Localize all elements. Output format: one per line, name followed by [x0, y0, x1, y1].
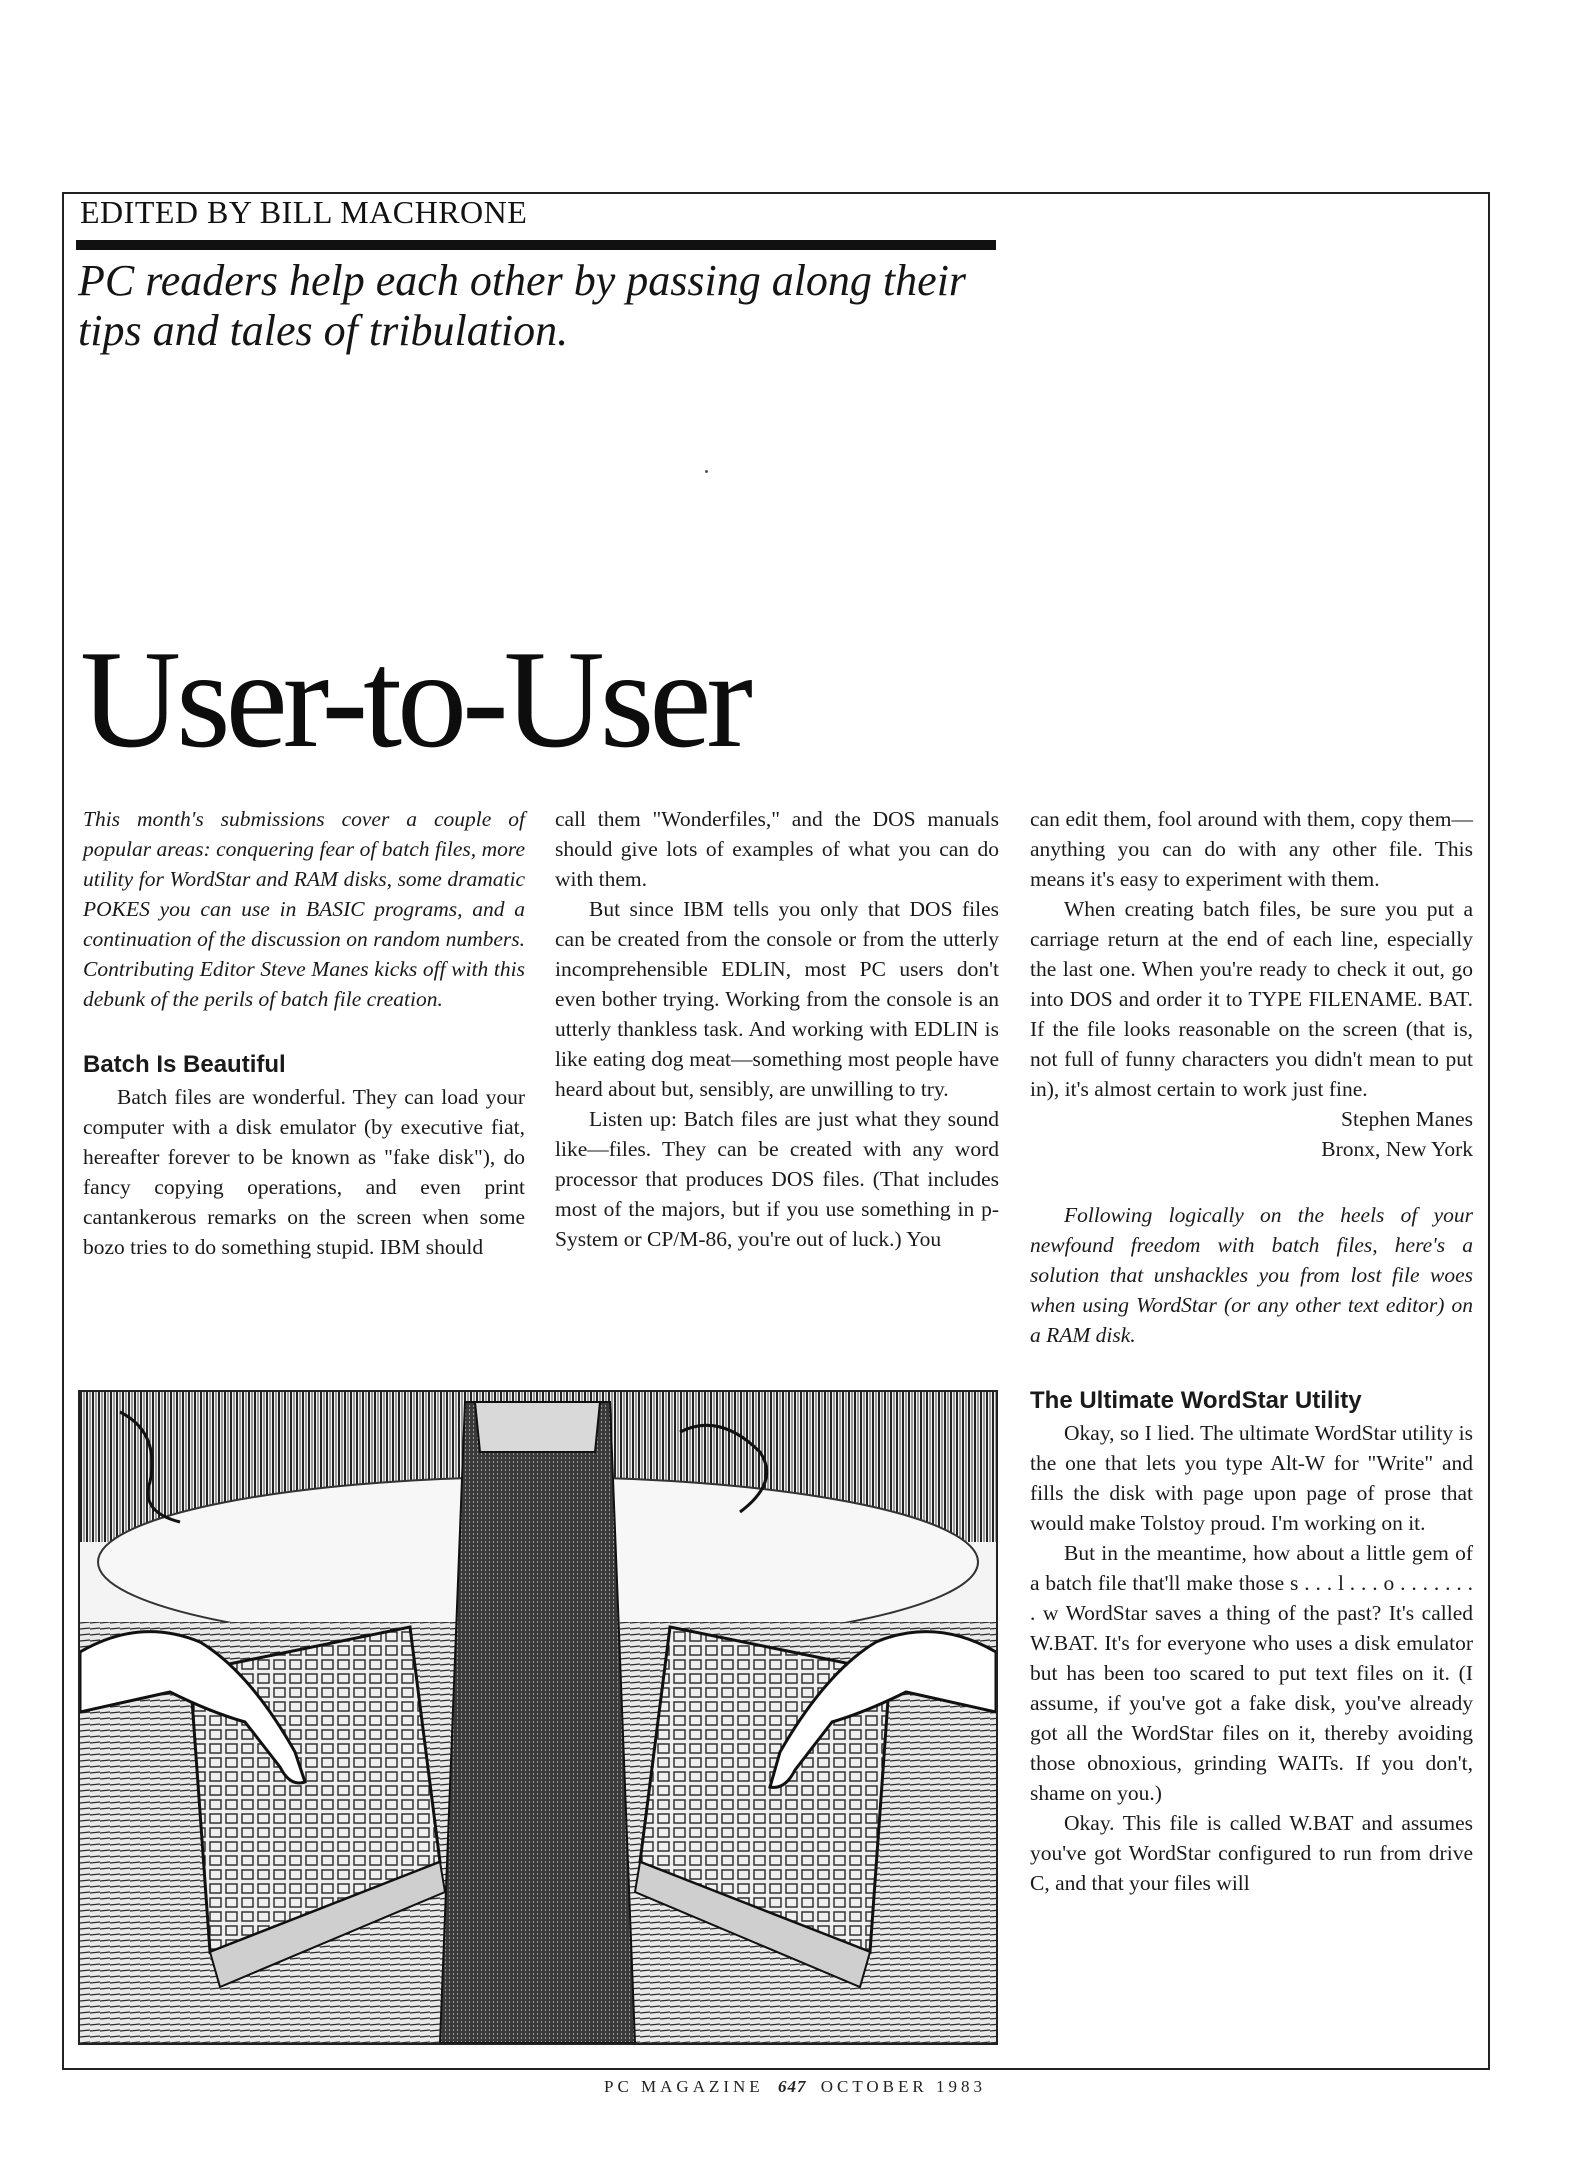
body-paragraph: Okay, so I lied. The ultimate WordStar utility is the one that lets you type Alt-W for "Write" and fills the disk with page upon page of prose that would make Tolstoy proud. I'm working on it.	[1030, 1421, 1473, 1535]
body-paragraph: call them "Wonderfiles," and the DOS manuals should give lots of examples of what you can do with them.	[555, 807, 999, 891]
footer-page-number: 647	[777, 2077, 807, 2096]
center-tower	[440, 1402, 635, 2043]
signature-name: Stephen Manes	[1341, 1107, 1473, 1131]
body-paragraph: Listen up: Batch files are just what they sound like—files. They can be created with any word processor that produces DOS files. (That includes most of the majors, but if you use something in p-System or CP/M-86, you're out of luck.) You	[555, 1107, 999, 1251]
section-heading-batch: Batch Is Beautiful	[83, 1051, 286, 1078]
body-paragraph: can edit them, fool around with them, copy them—anything you can do with any other file. This means it's easy to experiment with them.	[1030, 807, 1473, 891]
footer-magazine: PC MAGAZINE	[604, 2077, 764, 2096]
intro-paragraph: This month's submissions cover a couple of popular areas: conquering fear of batch files, more utility for WordStar and RAM disks, some dramatic POKES you can use in BASIC programs, and a continuation of the discussion on random numbers. Contributing Editor Steve Manes kicks off with this debunk of the perils of batch file creation.	[83, 807, 525, 1011]
signature-place: Bronx, New York	[1321, 1137, 1473, 1161]
column-3	[1030, 804, 1473, 1898]
column-2	[555, 804, 999, 1254]
article-title: User-to-User	[80, 622, 749, 777]
body-paragraph: When creating batch files, be sure you put a carriage return at the end of each line, especially the last one. When you're ready to check it out, go into DOS and order it to TYPE FILENAME. BAT. If the file looks reasonable on the screen (that is, not full of funny characters you didn't mean to put in), it's almost certain to work just fine.	[1030, 897, 1473, 1101]
illustration-hands-keyboards	[78, 1390, 998, 2045]
intro-paragraph-2: Following logically on the heels of your newfound freedom with batch files, here's a solution that unshackles you from lost file woes when using WordStar (or any other text editor) on a RAM disk.	[1030, 1203, 1473, 1347]
edited-by-line: EDITED BY BILL MACHRONE	[80, 194, 528, 230]
illustration-drawing	[80, 1392, 996, 2043]
body-paragraph: Okay. This file is called W.BAT and assumes you've got WordStar configured to run from drive C, and that your files will	[1030, 1811, 1473, 1895]
page-footer	[0, 2077, 1590, 2097]
footer-date: OCTOBER 1983	[820, 2077, 986, 2096]
body-paragraph: But in the meantime, how about a little gem of a batch file that'll make those s . . . l . . . o . . . . . . . . w WordStar saves a thing of the past? It's called W.BAT. It's for everyone who uses a disk emulator but has been too scared to put text files on it. (I assume, if you've got a fake disk, you've already got all the WordStar files on it, thereby avoiding those obnoxious, grinding WAITs. If you don't, shame on you.)	[1030, 1541, 1473, 1805]
body-paragraph: But since IBM tells you only that DOS files can be created from the console or from the utterly incomprehensible EDLIN, most PC users don't even bother trying. Working from the console is an utterly thankless task. And working with EDLIN is like eating dog meat—something most people have heard about but, sensibly, are unwilling to try.	[555, 897, 999, 1101]
dust-speck	[705, 470, 708, 473]
body-paragraph: Batch files are wonderful. They can load your computer with a disk emulator (by executive fiat, hereafter forever to be known as "fake disk"), do fancy copying operations, and even print cantankerous remarks on the screen when some bozo tries to do something stupid. IBM should	[83, 1085, 525, 1259]
column-1	[83, 804, 525, 1262]
tower-top	[475, 1402, 600, 1452]
header-rule	[76, 240, 996, 250]
tagline: PC readers help each other by passing along their tips and tales of tribulation.	[78, 256, 967, 355]
section-heading-wordstar: The Ultimate WordStar Utility	[1030, 1387, 1362, 1414]
